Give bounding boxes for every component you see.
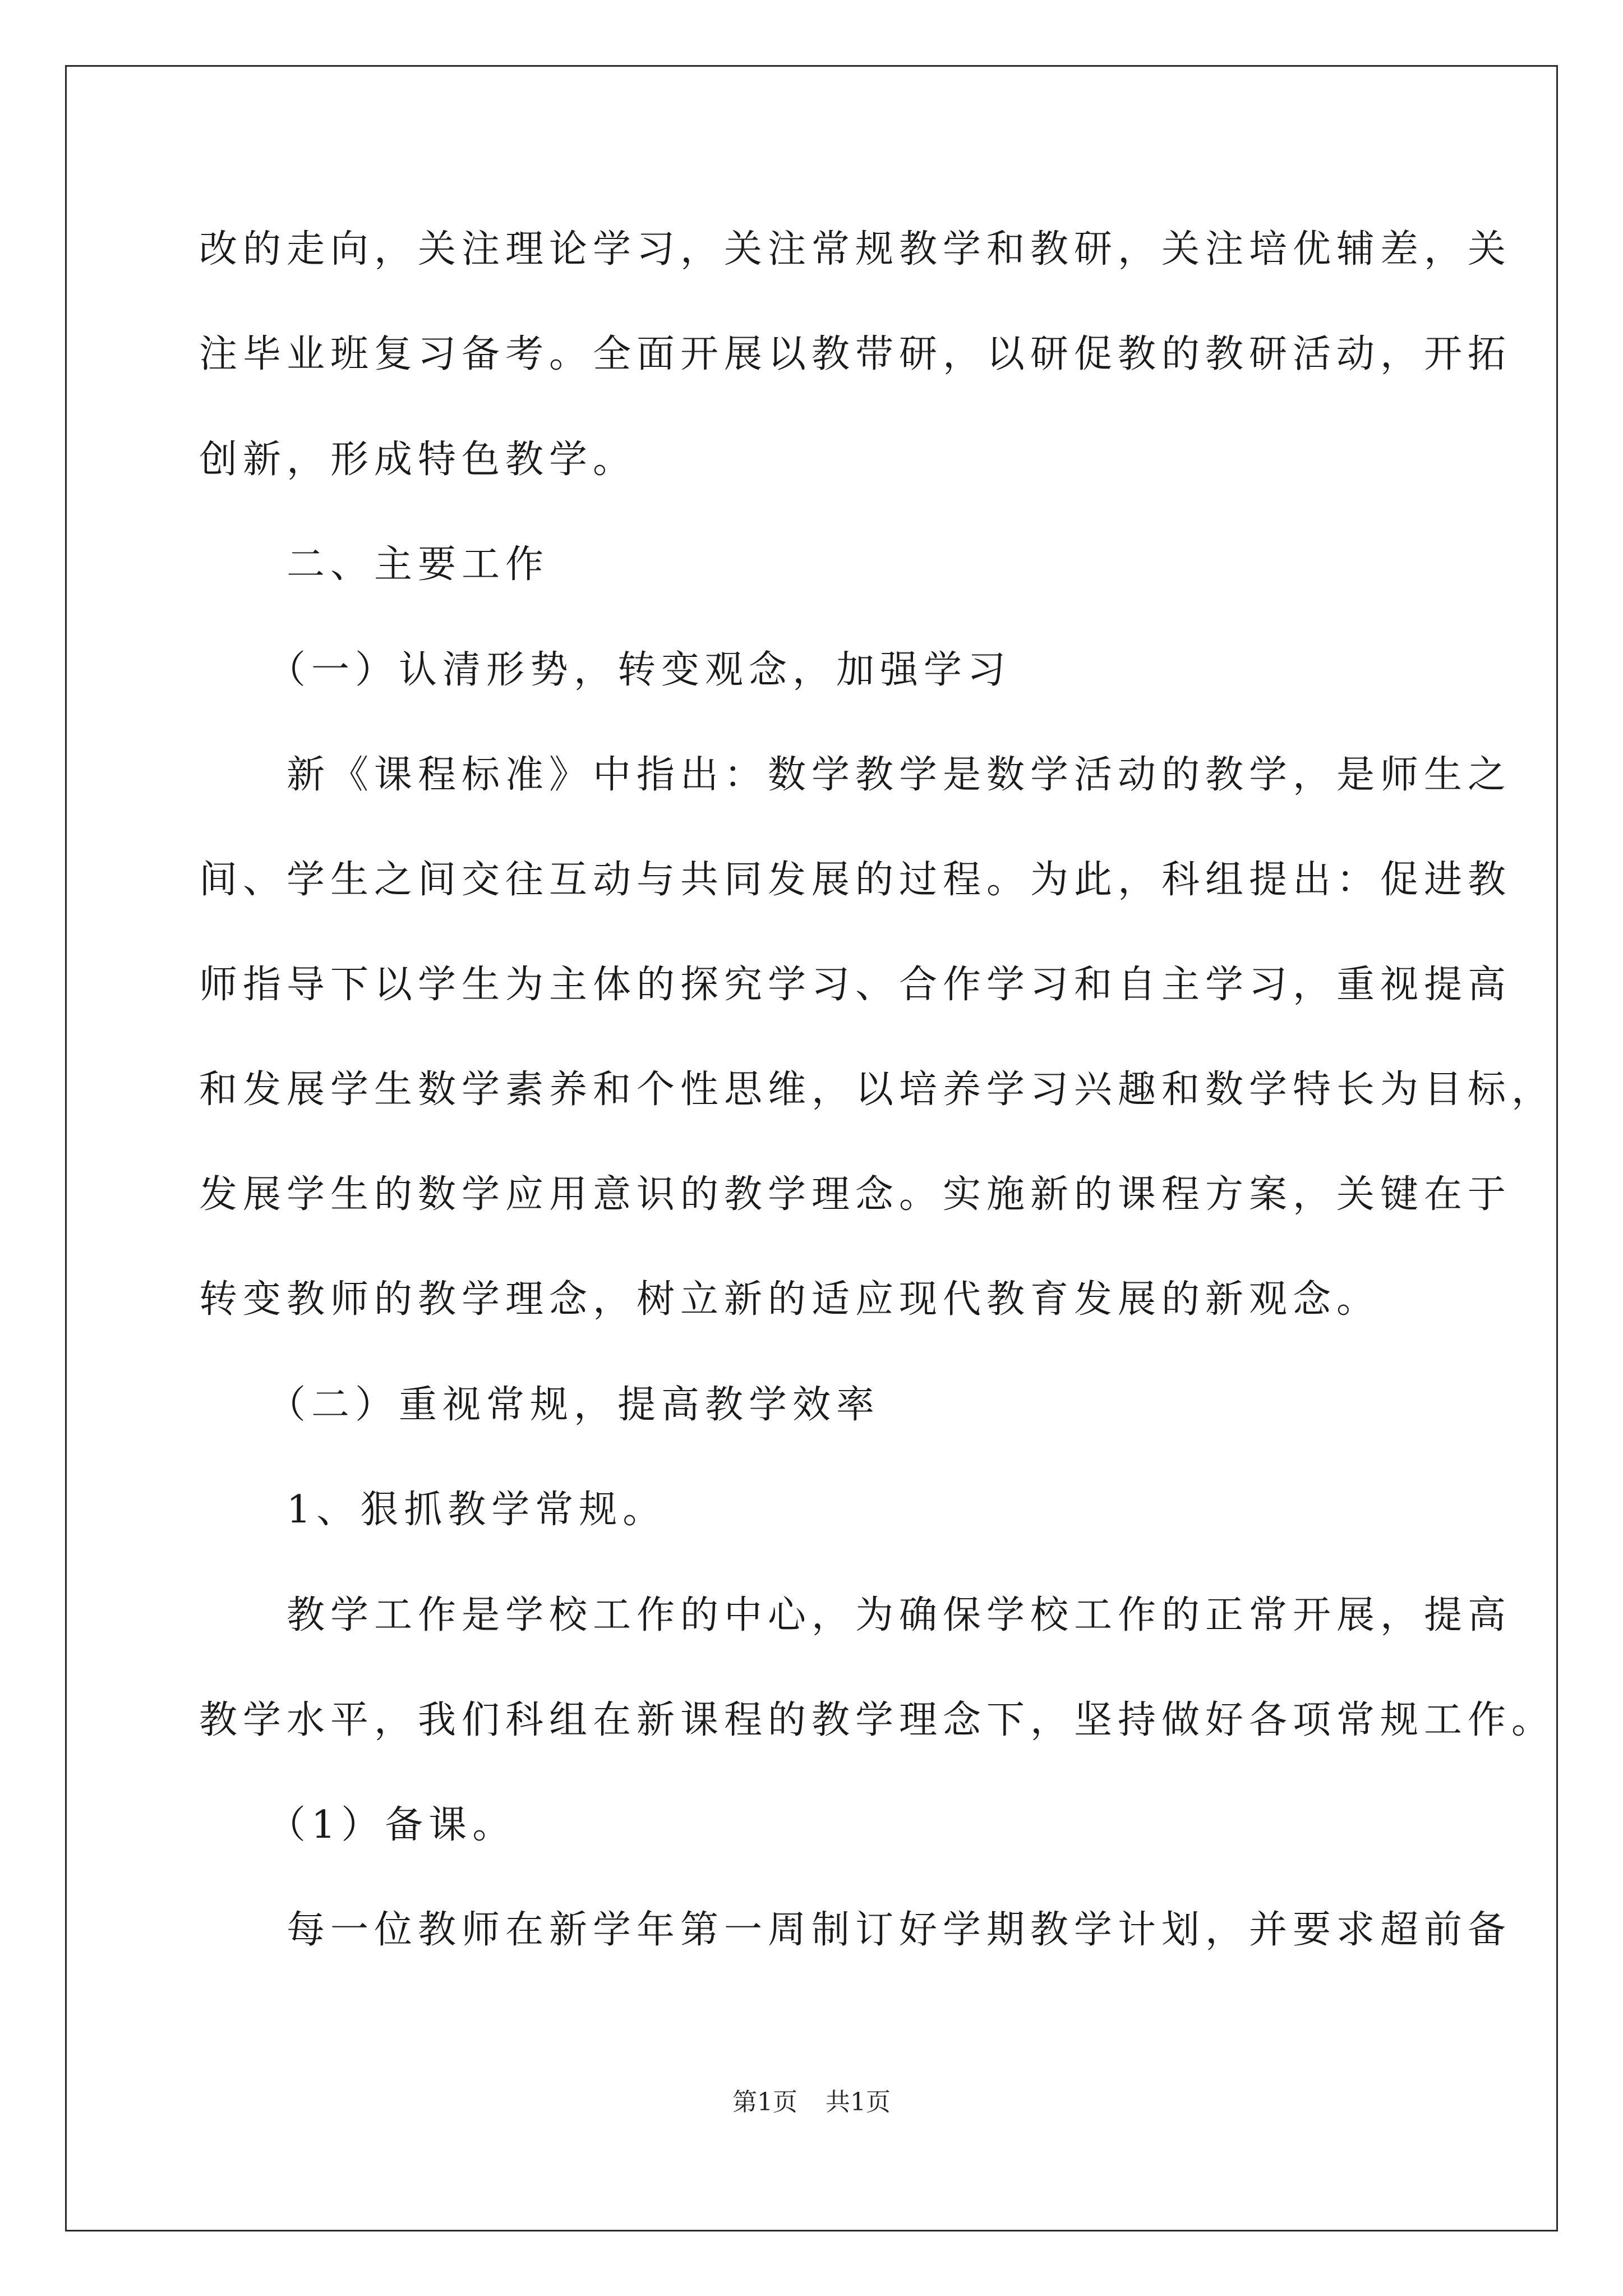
subsection-heading: （一）认清形势，转变观念，加强学习 (199, 648, 1012, 692)
body-text-line: 改的走向，关注理论学习，关注常规教学和教研，关注培优辅差，关 (199, 227, 1512, 272)
page-number-current: 第1页 (732, 2088, 797, 2116)
subsection-heading: （二）重视常规，提高教学效率 (199, 1383, 880, 1427)
body-text-line: 师指导下以学生为主体的探究学习、合作学习和自主学习，重视提高 (199, 963, 1512, 1007)
body-text-line: 教学工作是学校工作的中心，为确保学校工作的正常开展，提高 (199, 1593, 1512, 1637)
body-text-line: 每一位教师在新学年第一周制订好学期教学计划，并要求超前备 (199, 1908, 1512, 1952)
list-item-heading: 1、狠抓教学常规。 (199, 1488, 667, 1532)
body-text-line: 和发展学生数学素养和个性思维，以培养学习兴趣和数学特长为目标， (199, 1068, 1556, 1112)
body-text-line: 间、学生之间交往互动与共同发展的过程。为此，科组提出：促进教 (199, 858, 1512, 902)
body-text-line: 创新，形成特色教学。 (199, 438, 637, 482)
item-heading: （1）备课。 (199, 1803, 517, 1847)
body-text-line: 新《课程标准》中指出：数学教学是数学活动的教学，是师生之 (199, 753, 1512, 797)
body-text-line: 注毕业班复习备考。全面开展以教带研，以研促教的教研活动，开拓 (199, 332, 1512, 376)
body-text-line: 教学水平，我们科组在新课程的教学理念下，坚持做好各项常规工作。 (199, 1698, 1556, 1742)
page-footer (0, 2086, 1623, 2119)
page-number-total: 共1页 (826, 2088, 891, 2116)
body-text-line: 转变教师的教学理念，树立新的适应现代教育发展的新观念。 (199, 1277, 1381, 1322)
section-heading: 二、主要工作 (199, 542, 550, 587)
body-text-line: 发展学生的数学应用意识的教学理念。实施新的课程方案，关键在于 (199, 1172, 1512, 1217)
